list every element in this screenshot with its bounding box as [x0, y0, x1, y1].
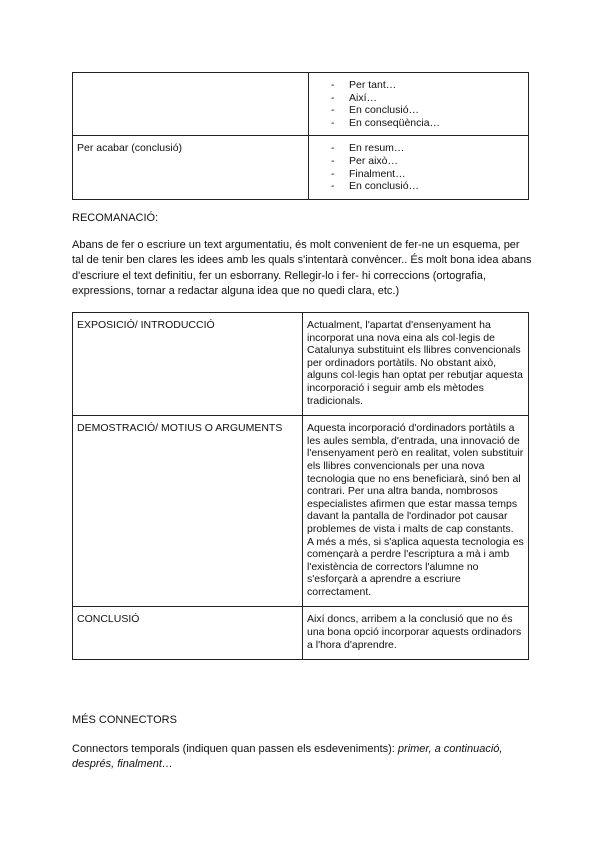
- table-cell-connectors: [309, 136, 529, 199]
- table-row: [73, 136, 529, 199]
- list-item: - Finalment…: [331, 168, 524, 181]
- example-connectors: primer, a continuació, després, finalment…: [72, 743, 503, 771]
- section-label: CONCLUSIÓ: [73, 607, 303, 660]
- temporal-connectors-paragraph: [72, 742, 532, 773]
- body-text: , l'apartat d'ensenyament ha incorporat una nova eina als col·legis de Catalunya substituint els llibres convencionals per ordinadors portàtils. No obstant això, alguns col·legis han optat per rebutjar aquesta incorporació i seguir amb els mètodes tradicionals.: [307, 319, 523, 407]
- table-row: [73, 73, 529, 136]
- body-text: , si s'aplica aquesta tecnologia es començarà a perdre l'escriptura a mà i amb l'existència de correctors l'alumne no s'esforçarà a aprendre a escriure correctament.: [307, 535, 524, 598]
- section-text: [303, 416, 529, 607]
- section-text: [303, 607, 529, 660]
- connector-word: Així doncs: [307, 613, 356, 626]
- intro-text: Connectors temporals (indiquen quan passen els esdeveniments):: [72, 743, 398, 755]
- section-label: EXPOSICIÓ/ INTRODUCCIÓ: [73, 313, 303, 416]
- connector-list: [331, 79, 524, 129]
- recommendation-paragraph: Abans de fer o escriure un text argumentatiu, és molt convenient de fer-ne un esquema, per tal de tenir ben clares les idees amb les quals s'intentarà convèncer.. És molt bona idea abans d'escriure el text definitiu, fer un esborrany. Rellegir-lo i fer- hi correccions (ortografia, expressions, tornar a redactar alguna idea que no quedi clara, etc.): [72, 239, 532, 298]
- connector-list: [331, 142, 524, 192]
- list-item: - Per això…: [331, 155, 524, 168]
- connector-word: Aquesta: [307, 422, 346, 435]
- list-item: - Així…: [331, 92, 524, 105]
- table-cell-connectors: [309, 73, 529, 136]
- table-row: [73, 416, 529, 607]
- connector-word: A més a més: [307, 535, 368, 548]
- list-item: - En conseqüència…: [331, 117, 524, 130]
- table-row: [73, 313, 529, 416]
- body-text: , arribem a la conclusió que no és una bona opció incorporar aquests ordinadors a l'hora d'aprendre.: [307, 613, 522, 651]
- list-item: - En conclusió…: [331, 180, 524, 193]
- connector-word: Actualment: [307, 319, 360, 331]
- table-row: [73, 607, 529, 660]
- connectors-table: [72, 72, 529, 200]
- table-cell-label: [73, 73, 309, 136]
- list-item: - En resum…: [331, 142, 524, 155]
- section-text: [303, 313, 529, 416]
- list-item: - En conclusió…: [331, 104, 524, 117]
- body-text: incorporació d'ordinadors portàtils a les aules sembla, d'entrada, una innovació de l'ensenyament però en realitat, volen substituir els llibres convencionals per una nova tecnologia que no ens beneficiarà, sinó ben al contrari. Per una altra banda, nombrosos especialistes afirmen que estar massa temps davant la pantalla de l'ordinador pot causar problemes de vista i malts de cap constants.: [307, 422, 524, 535]
- recommendation-heading: RECOMANACIÓ:: [72, 212, 159, 224]
- section-label: DEMOSTRACIÓ/ MOTIUS O ARGUMENTS: [73, 416, 303, 607]
- more-connectors-heading: MÉS CONNECTORS: [72, 714, 177, 726]
- table-cell-label: Per acabar (conclusió): [73, 136, 309, 199]
- list-item: - Per tant…: [331, 79, 524, 92]
- structure-table: [72, 312, 529, 660]
